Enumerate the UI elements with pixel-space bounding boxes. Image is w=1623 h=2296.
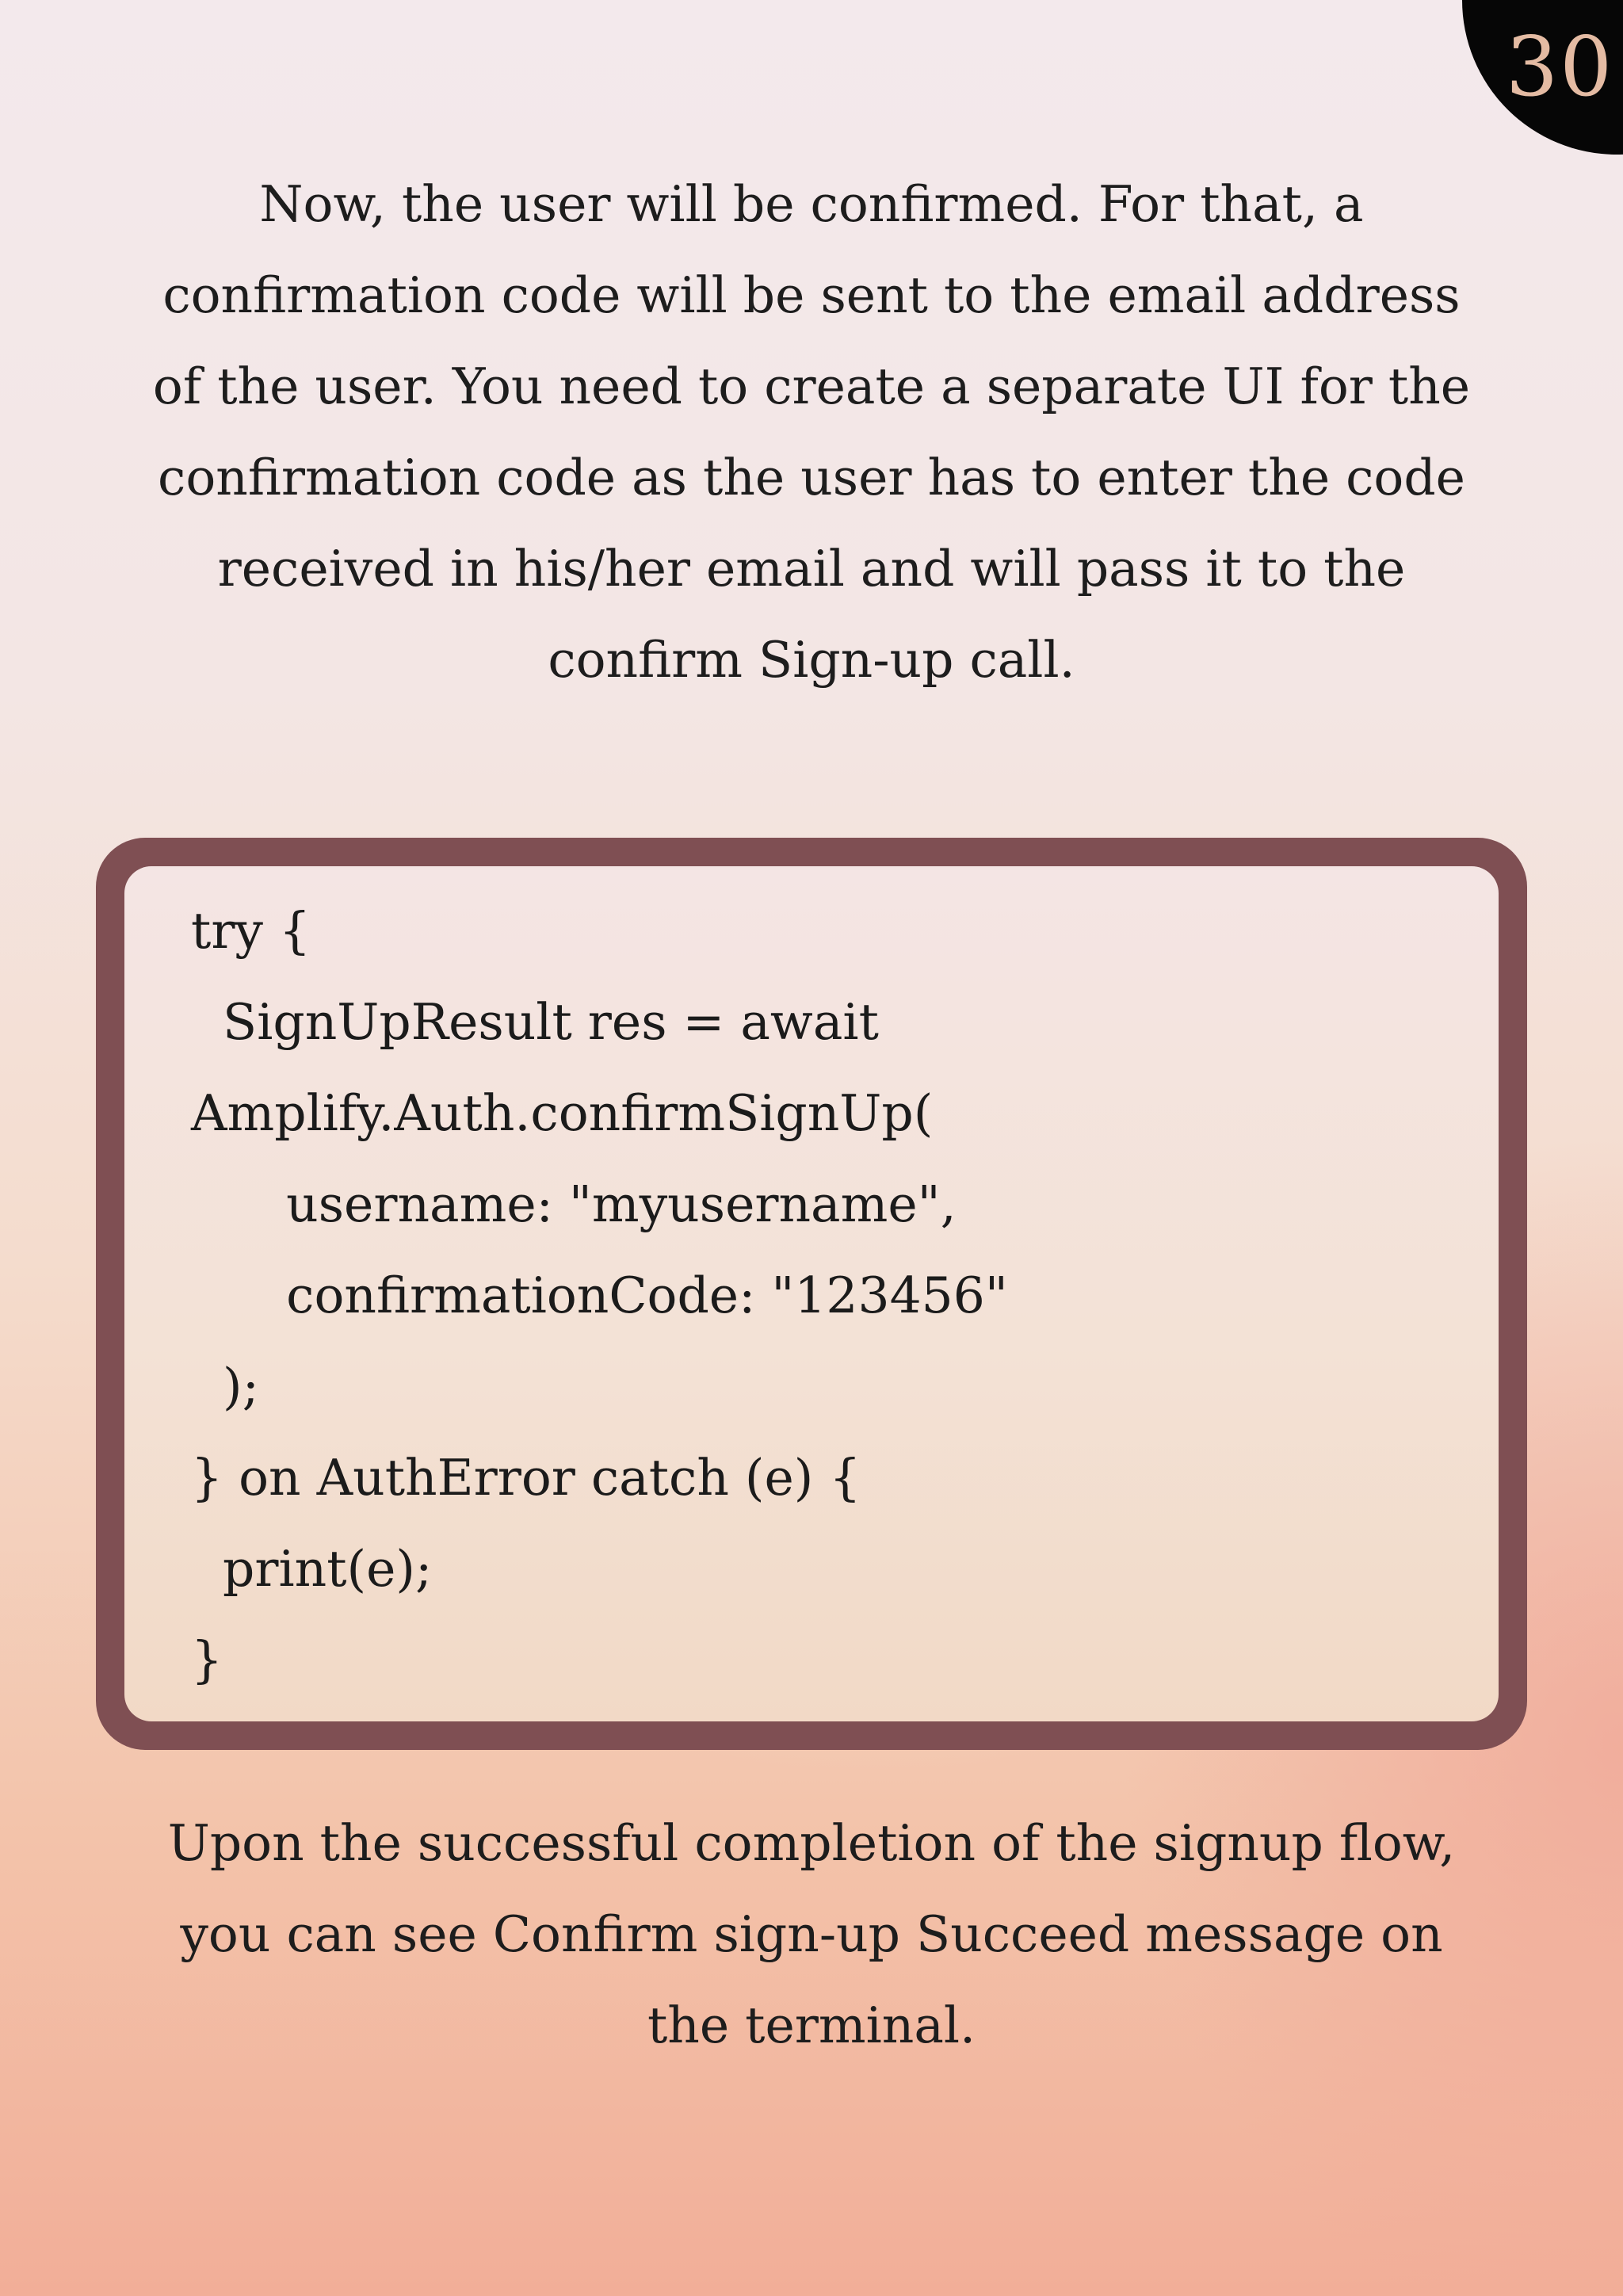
code-line: } — [191, 1631, 223, 1689]
page-number: 30 — [1506, 18, 1614, 115]
code-line: confirmationCode: "123456" — [191, 1266, 1008, 1324]
code-line: try { — [191, 902, 311, 960]
intro-paragraph: Now, the user will be confirmed. For that, a confirmation code will be sent to the email address of the user. You need to create a separate UI for the confirmation code as the user has to enter the code received in his/her email and will pass it to the confirm Sign-up call. — [152, 175, 1471, 689]
code-line: Amplify.Auth.confirmSignUp( — [191, 1084, 934, 1142]
code-block-body — [124, 866, 1499, 1721]
code-line: username: "myusername", — [191, 1175, 957, 1233]
code-line: ); — [191, 1358, 259, 1415]
outro-paragraph: Upon the successful completion of the signup flow, you can see Confirm sign-up Succeed message on the terminal. — [167, 1814, 1456, 2054]
code-line: } on AuthError catch (e) { — [191, 1449, 861, 1507]
code-line: SignUpResult res = await — [191, 993, 879, 1051]
code-block — [96, 838, 1527, 1750]
code-line: print(e); — [191, 1540, 433, 1598]
